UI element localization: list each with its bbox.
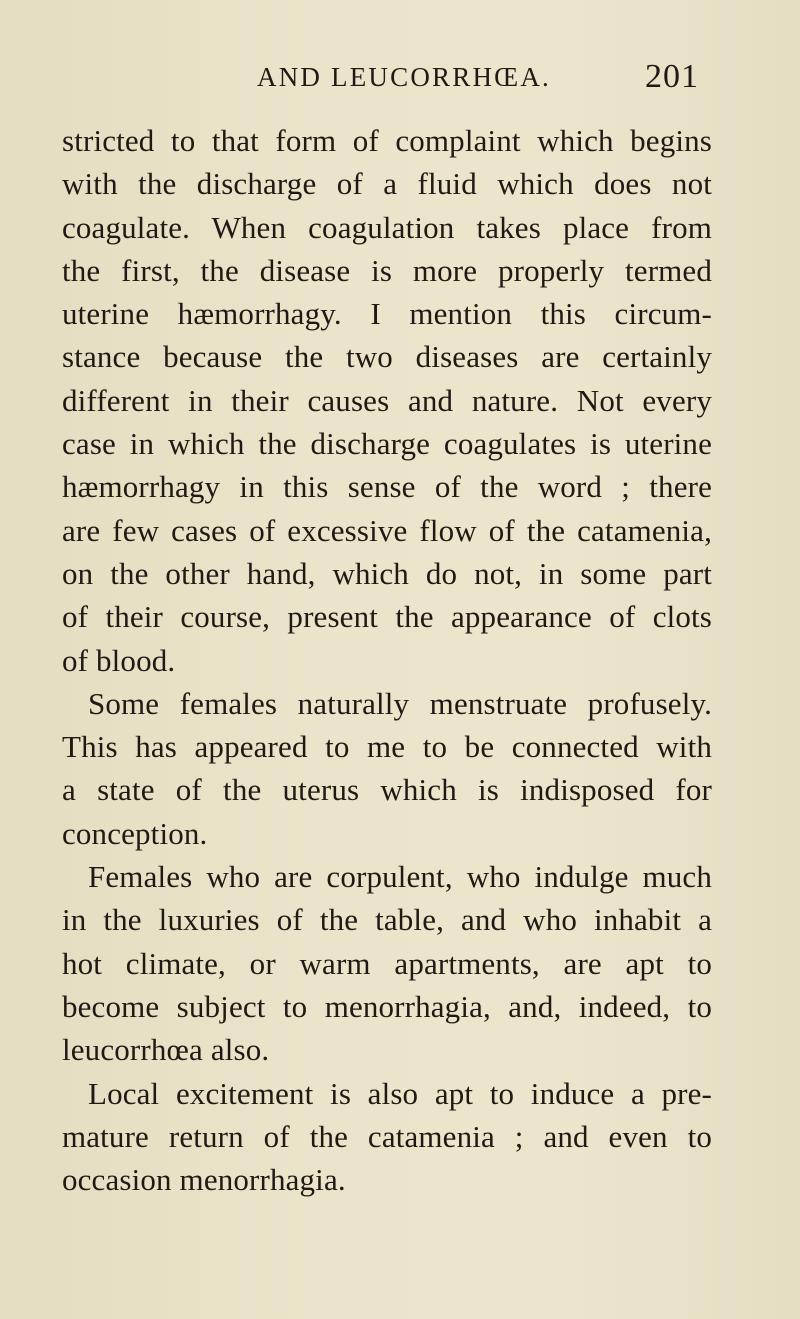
- text-line: the first, the disease is more properly termed: [62, 252, 712, 288]
- text-line: a state of the uterus which is indisposed for: [62, 772, 712, 808]
- text-line: case in which the discharge coagulates is uterine: [62, 426, 712, 462]
- text-line: of blood.: [62, 642, 176, 678]
- text-line: are few cases of excessive flow of the catamenia,: [62, 512, 712, 548]
- text-line: on the other hand, which do not, in some part: [62, 555, 712, 591]
- text-line: become subject to menorrhagia, and, indeed, to: [62, 988, 712, 1024]
- text-line: stricted to that form of complaint which begins: [62, 123, 712, 158]
- text-line: hot climate, or warm apartments, are apt to: [62, 945, 712, 981]
- text-line: Females who are corpulent, who indulge much: [88, 859, 712, 895]
- text-line: in the luxuries of the table, and who inhabit a: [62, 902, 712, 938]
- paragraph: [62, 1072, 712, 1202]
- body-text: [62, 119, 712, 1201]
- text-line: of their course, present the appearance of clots: [62, 599, 712, 635]
- text-line: Local excitement is also apt to induce a pre-: [88, 1075, 712, 1111]
- text-line: This has appeared to me to be connected with: [62, 729, 712, 765]
- text-line: different in their causes and nature. Not every: [62, 382, 712, 418]
- page-number: 201: [645, 58, 699, 95]
- text-line: stance because the two diseases are certainly: [62, 339, 712, 375]
- text-line: hæmorrhagy in this sense of the word ; there: [62, 469, 712, 505]
- running-title: AND LEUCORRHŒA.: [257, 62, 552, 92]
- text-line: with the discharge of a fluid which does not: [62, 166, 712, 202]
- text-line: uterine hæmorrhagy. I mention this circum-: [62, 296, 712, 332]
- text-line: leucorrhœa also.: [62, 1032, 270, 1068]
- running-head: [0, 58, 800, 98]
- text-line: Some females naturally menstruate profusely.: [88, 685, 712, 721]
- text-line: mature return of the catamenia ; and even to: [62, 1118, 712, 1154]
- text-line: coagulate. When coagulation takes place from: [62, 209, 712, 245]
- text-line: conception.: [62, 815, 208, 851]
- text-line: occasion menorrhagia.: [62, 1162, 346, 1198]
- paragraph: [62, 119, 712, 682]
- paragraph: [62, 682, 712, 855]
- paragraph: [62, 855, 712, 1071]
